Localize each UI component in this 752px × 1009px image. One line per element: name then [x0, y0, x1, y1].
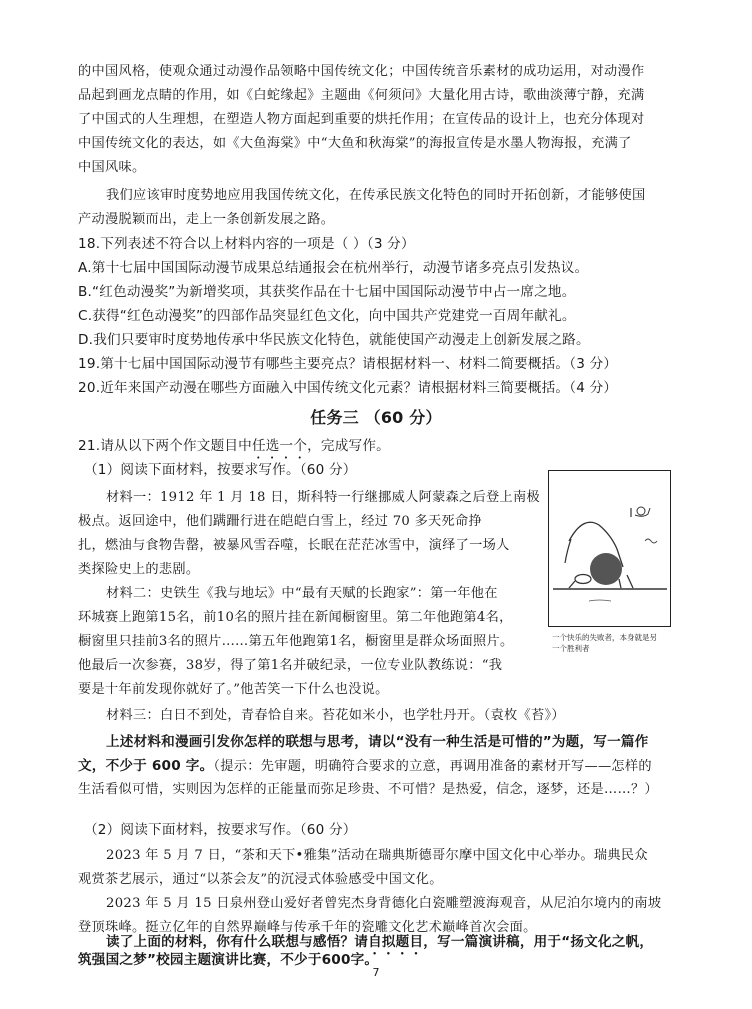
snail-icon: [635, 507, 650, 516]
part2-material-line: 观赏茶艺展示，通过“以茶会友”的沉浸式体验感受中国文化。: [78, 872, 443, 887]
text-line: 品起到画龙点睛的作用，如《白蛇缘起》主题曲《何须问》大量化用古诗，歌曲淡薄宁静，充满: [78, 88, 645, 103]
requirement-text: ，写一篇演讲稿，用于“扬文化之帆，: [423, 934, 654, 950]
hint-text: （提示：先审题，明确符合要求的立意，再调用准备的素材开写——怎样的: [213, 759, 652, 774]
cartoon-drawing: [549, 471, 669, 625]
material-2-line: 要是十年前发现你就好了。”他苦笑一下什么也没说。: [78, 682, 389, 697]
text-line: 了中国式的人生理想，在塑造人物方面起到重要的烘托作用；在宣传品的设计上，也充分体现对: [78, 112, 645, 127]
material-1-line: 材料一：1912 年 1 月 18 日，斯科特一行继挪威人阿蒙森之后登上南极: [106, 490, 540, 505]
question-21: [78, 436, 390, 462]
option-c: C.获得“红色动漫奖”的四部作品突显红色文化，向中国共产党建党一百周年献礼。: [78, 308, 576, 324]
requirement-line: [78, 756, 652, 777]
material-3-line: 材料三：白日不到处，青春恰自来。苔花如米小，也学牡丹开。（袁枚《苔》）: [106, 708, 565, 723]
material-2-line: 他最后一次参赛，38岁，得了第1名并破纪录，一位专业队教练说：“我: [78, 658, 503, 673]
part2-requirement-line: 筑强国之梦”校园主题演讲比赛，不少于600字。: [78, 952, 379, 968]
q21-text: 21.请从以下两个作文题目中: [78, 438, 252, 454]
task-3-title: 任务三 （60 分）: [310, 408, 442, 427]
text-line: 的中国风格，使观众通过动漫作品领略中国传统文化；中国传统音乐素材的成功运用，对动漫作: [78, 64, 645, 79]
hint-text: 生活看似可惜，实则因为怎样的正能量而弥足珍贵、不可惜？是热爱，信念，逐梦，还是……？）: [78, 782, 658, 797]
essay-title: “没有一种生活是可惜的”: [395, 734, 552, 750]
text-line: 中国风味。: [78, 160, 146, 175]
material-1-line: 扎，燃油与食物告罄，被暴风雪吞噬，长眠在茫茫冰雪中，演绎了一场人: [78, 538, 510, 553]
requirement-text: 上述材料和漫画引发你怎样的联想与思考，请以: [106, 734, 396, 750]
option-d: D.我们只要审时度势地传承中华民族文化特色，就能使国产动漫走上创新发展之路。: [78, 332, 590, 348]
question-18-stem: 18.下列表述不符合以上材料内容的一项是（ ）（3 分）: [78, 236, 415, 252]
q21-emphasis: 任选一个: [251, 438, 308, 454]
text-line: 中国传统文化的表达，如《大鱼海棠》中“大鱼和秋海棠”的海报宣传是水墨人物海报，充满了: [78, 136, 632, 151]
text-line: 我们应该审时度势地应用我国传统文化，在传承民族文化特色的同时开拓创新，才能够使国: [106, 188, 646, 203]
material-2-line: 材料二：史铁生《我与地坛》中“最有天赋的长跑家”：第一年他在: [106, 586, 498, 601]
requirement-text: 文，不少于 600 字。: [78, 758, 214, 774]
requirement-emphasis: 自拟题目: [368, 934, 424, 950]
question-20: 20.近年来国产动漫在哪些方面融入中国传统文化元素？请根据材料三简要概括。（4 分）: [78, 380, 618, 396]
requirement-line: [106, 732, 648, 753]
question-19: 19.第十七届中国国际动漫节有哪些主要亮点？请根据材料一、材料二简要概括。（3 分）: [78, 356, 618, 372]
part2-material-line: 2023 年 5 月 7 日，“茶和天下•雅集”活动在瑞典斯德哥尔摩中国文化中心举办。瑞典民众: [106, 848, 648, 863]
material-2-line: 橱窗里只挂前3名的照片……第五年他跑第1名，橱窗里是群众场面照片。: [78, 634, 514, 649]
text-line: 产动漫脱颖而出，走上一条创新发展之路。: [78, 212, 335, 227]
part1-heading: （1）阅读下面材料，按要求写作。（60 分）: [84, 462, 357, 478]
part2-material-line: 登顶珠峰。挺立亿年的自然界巅峰与传承千年的瓷雕文化艺术巅峰首次会面。: [78, 920, 537, 935]
cartoon-image: [548, 470, 671, 627]
option-a: A.第十七届中国国际动漫节成果总结通报会在杭州举行，动漫节诸多亮点引发热议。: [78, 260, 589, 276]
requirement-text: 读了上面的材料，你有什么联想与感悟？请: [106, 934, 369, 950]
caption-line: 一个快乐的失败者，本身就是另: [552, 633, 657, 642]
option-b: B.“红色动漫奖”为新增奖项，其获奖作品在十七届中国国际动漫节中占一席之地。: [78, 284, 576, 300]
part2-material-line: 2023 年 5 月 15 日泉州登山爱好者曾宪杰身背德化白瓷雕塑渡海观音，从尼泊尔境内的南坡: [106, 896, 662, 911]
requirement-text: 为题，写一篇作: [551, 734, 649, 750]
caption-line: 一个胜利者: [552, 644, 590, 653]
cartoon-caption: [552, 632, 672, 654]
material-1-line: 极点。返回途中，他们蹒跚行进在皑皑白雪上，经过 70 多天死命挣: [78, 514, 483, 529]
q21-text: ，完成写作。: [307, 438, 390, 454]
part2-heading: （2）阅读下面材料，按要求写作。（60 分）: [84, 822, 357, 838]
material-2-line: 环城赛上跑第15名，前10名的照片挂在新闻橱窗里。第二年他跑第4名，: [78, 610, 513, 625]
material-1-line: 类探险史上的悲剧。: [78, 562, 200, 577]
page-number: 7: [372, 966, 380, 979]
